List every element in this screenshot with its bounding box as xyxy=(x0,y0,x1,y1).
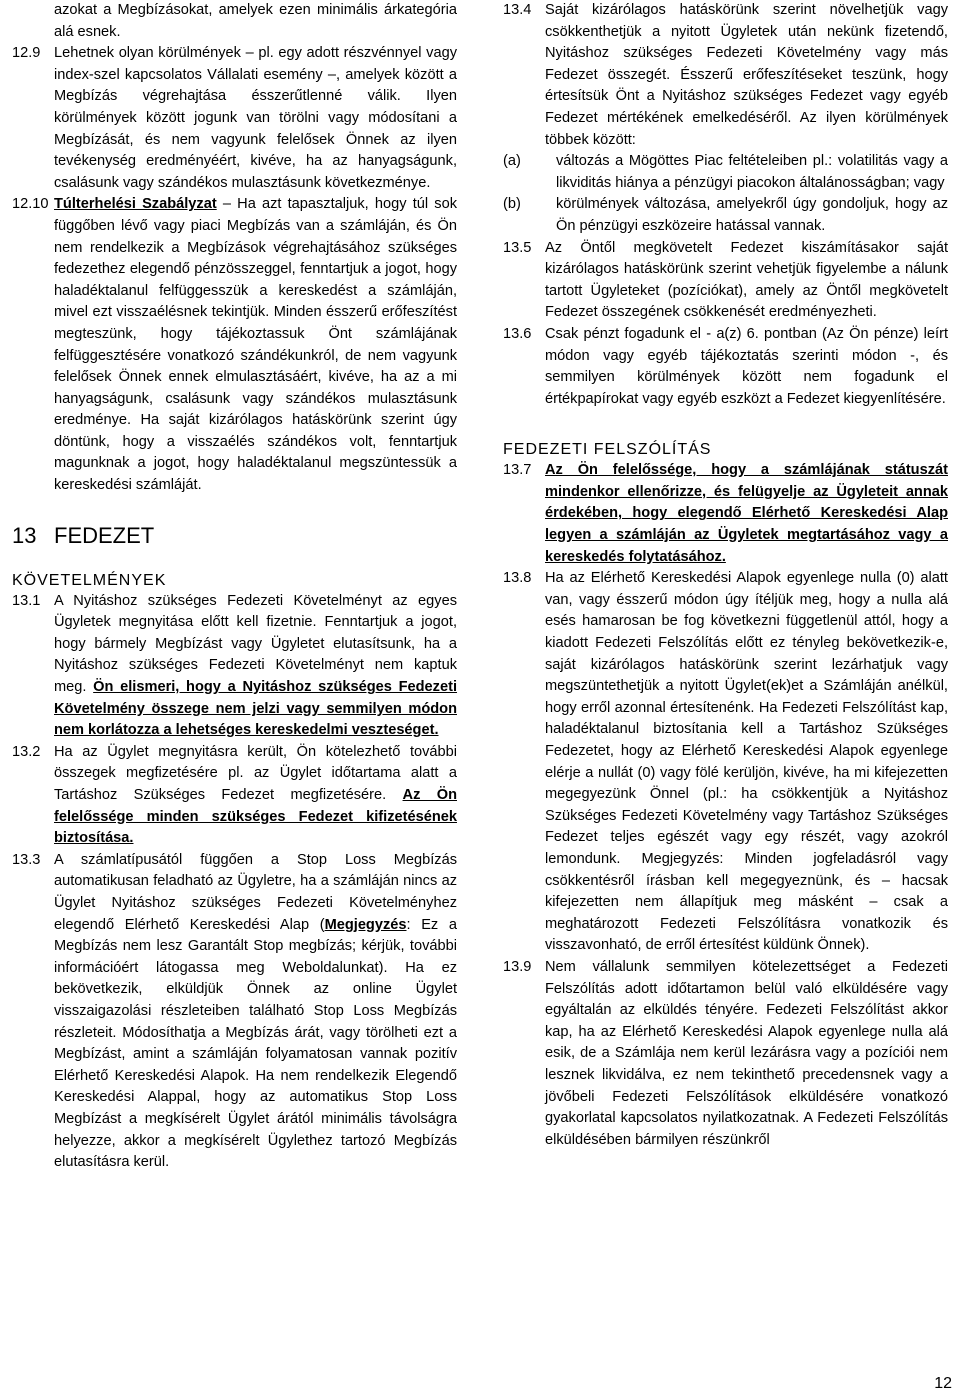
page-number: 12 xyxy=(934,1375,952,1392)
clause-text: Az Öntől megkövetelt Fedezet kiszámításakor saját kizárólagos hatáskörünk szerint vehetjük figyelembe a nálunk tartott Ügyleteket (pozíciókat), amely az Öntől megkövetelt Fedezet összegének csökkenését eredményezheti. xyxy=(545,239,948,321)
clause-13-6 xyxy=(503,324,948,410)
clause-13-1 xyxy=(12,591,457,742)
clause-13-4 xyxy=(503,0,948,151)
clause-number: 12.9 xyxy=(12,45,41,62)
clause-body xyxy=(54,591,457,742)
clause-text: Lehetnek olyan körülmények – pl. egy adott részvénnyel vagy index-szel kapcsolatos Vállalati esemény –, amelyek között a Megbízás végrehajtása ésszerűtlenné válik. Ilyen körülmények között jogunk van törölni vagy módosítani a Megbízását, és nem vagyunk felelősek Önnek az ilyen tevékenység eredményéért, kivéve, ha az hanyagságunk, csalásunk vagy szándékos mulasztásunk következménye. xyxy=(54,45,457,191)
clause-number: 13.6 xyxy=(503,325,532,342)
clause-12-9 xyxy=(12,43,457,194)
clause-bold-text: Az Ön felelőssége minden szükséges Fedezet kifizetésének biztosítása. xyxy=(54,787,457,847)
subsection-heading: FEDEZETI FELSZÓLÍTÁS xyxy=(503,441,712,459)
clause-body xyxy=(54,742,457,850)
clause-text: Ha az Ügylet megnyitásra került, Ön kötelezhető további összegek megfizetésére pl. az Ügylet időtartama alatt a Tartáshoz Szükséges Fedezet megfizetésére. xyxy=(54,743,457,803)
continued-paragraph: azokat a Megbízásokat, amelyek ezen minimális árkategória alá esnek. xyxy=(54,2,457,40)
clause-text: : Ez a Megbízás nem lesz Garantált Stop megbízás; kérjük, további információért látogassa meg Weboldalunkat). Ha ez bekövetkezik, elküldjük Önnek az online Ügylet visszaigazolási részleteiben található Stop Loss Megbízás részleteit. Módosíthatja a Megbízás árát, vagy törölheti ezt a Megbízást, amint a számláján folyamatosan vannak pozitív Elérhető Kereskedési Alapok. Ha nem rendelkezik Elegendő Kereskedési Alappal, hogy az automatikus Stop Loss Megbízást a megkísérelt Ügylet árától minimális távolságra helyezze, akkor a megkísérelt Ügylethez tartozó Megbízás elutasításra kerül. xyxy=(54,916,457,1171)
clause-number: 13.2 xyxy=(12,743,41,760)
clause-13-8 xyxy=(503,568,948,957)
sub-item-label: (b) xyxy=(503,196,521,213)
clause-number: 13.7 xyxy=(503,462,532,479)
clause-text: Csak pénzt fogadunk el - a(z) 6. pontban (Az Ön pénze) leírt módon vagy egyéb tájékoztatás szerinti módon -, és semmilyen körülmények között nem fogadunk el értékpapírokat vagy egyéb eszközt a Fedezet kiegyenlítésére. xyxy=(545,325,948,407)
clause-number: 13.4 xyxy=(503,2,532,18)
section-number: 13 xyxy=(12,522,37,548)
note-label: Megjegyzés xyxy=(324,916,407,933)
clause-12-10 xyxy=(12,194,457,496)
left-column xyxy=(12,0,457,1174)
sub-item-label: (a) xyxy=(503,153,521,170)
sub-item-a xyxy=(503,151,948,194)
clause-body xyxy=(54,194,457,496)
subsection-heading: KÖVETELMÉNYEK xyxy=(12,571,167,589)
clause-text: – Ha azt tapasztaljuk, hogy túl sok függőben lévő vagy piaci Megbízás van a számláján, és Ön nem rendelkezik a Megbízások végrehajtásához szükséges fedezethez elegendő pénzösszeggel, fenntartjuk a jogot, hogy haladéktalanul felfüggesszük a kereskedést a számláján, mivel ezt visszaélésnek tekintjük. Minden ésszerű erőfeszítést megteszünk, hogy tájékoztassuk Önt számlájának felfüggesztésére vonatkozó szándékunkról, de nem vagyunk felelősek Önnek ennek elmulasztásáért, kivéve, ha az a mi hanyagságunk, csalásunk vagy szándékos mulasztásunk eredménye. Ha saját kizárólagos hatáskörünk szerint úgy döntünk, hogy a visszaélés szándékos volt, fenntartjuk magunknak a jogot, hogy haladéktalanul megszüntessük a kereskedési számláját. xyxy=(54,196,457,494)
clause-13-9 xyxy=(503,957,948,1151)
clause-number: 12.10 xyxy=(12,196,49,213)
clause-number: 13.9 xyxy=(503,958,532,975)
clause-13-7 xyxy=(503,460,948,568)
clause-text: A számlatípusától függően a Stop Loss Megbízás automatikusan feladható az Ügyletre, ha a számláján nincs az Ügylet Nyitáshoz szükséges Fedezeti Követelményhez elegendő Elérhető Kereskedési Alap ( xyxy=(54,851,457,933)
clause-bold-text: Az Ön felelőssége, hogy a számlájának státuszát mindenkor ellenőrizze, és felügyelje az Ügyleteit annak érdekében, hogy elegendő Elérhető Kereskedési Alap legyen a számláján az Ügyletek megtartásához vagy a kereskedés folytatásához. xyxy=(545,462,948,565)
right-column xyxy=(503,0,948,1151)
clause-bold-text: Ön elismeri, hogy a Nyitáshoz szükséges Fedezeti Követelmény összege nem jelzi vagy semmilyen módon nem korlátozza a lehetséges kereskedelmi veszteséget. xyxy=(54,679,458,739)
clause-number: 13.3 xyxy=(12,851,41,868)
clause-number: 13.8 xyxy=(503,570,532,587)
clause-text: Ha az Elérhető Kereskedési Alapok egyenlege nulla (0) alatt van, vagy ésszerű módon úgy ítéljük meg, hogy a nulla alá esés hamarosan be fog következni függetlenül attól, hogy a kiadott Fedezeti Felszólítás előtt ez tényleg bekövetkezik-e, saját kizárólagos hatáskörünk szerint lezárhatjuk vagy megszüntethetjük a nyitott Ügylet(ek)et a Számláján anélkül, hogy erről azonnal értesítenénk. Ha Fedezeti Felszólítást kap, haladéktalanul biztosítania kell a Tartáshoz Szükséges Fedezetet, hogy az Elérhető Kereskedési Alapok egyenlege elérje a nullát (0) vagy fölé kerüljön, kivéve, ha mi kifejezetten megegyezünk Önnel (pl.: ha csökkentjük a Nyitáshoz Szükséges Fedezeti Követelmény vagy Tartáshoz Szükséges Fedezet teljes egészét vagy egy részét, vagy azokról lemondunk. Megjegyzés: Minden jogfeladásról vagy csökkentésről írásban kell megegyeznünk, és – hacsak kifejezetten nem állapítjuk meg másként – csak a meghatározott Fedezeti Felszólításra vonatkozik és visszavonható, de erről értesítést küldünk Önnek). xyxy=(545,570,948,954)
clause-13-3 xyxy=(12,850,457,1174)
clause-body xyxy=(54,850,457,1174)
clause-text: Nem vállalunk semmilyen kötelezettséget a Fedezeti Felszólítás adott időtartamon belül való elküldésére vagy egyáltalán az elküldés tényére. Fedezeti Felszólítást akkor kap, ha az Elérhető Kereskedési Alapok egyenlege nulla alá esik, de a Számlája nem kerül lezárásra vagy a pozíciói nem lesznek likvidálva, ez nem tekinthető precedensnek vagy a jövőbeli Fedezeti Felszólítások elküldésére vonatkozó gyakorlatal kapcsolatos nyilatkozatnak. A Fedezeti Felszólítás elküldésében bármilyen részünkről xyxy=(545,958,948,1148)
sub-item-text: változás a Mögöttes Piac feltételeiben pl.: volatilitás vagy a likviditás hiánya a pénzügyi piacokon általánosságban; vagy xyxy=(556,153,948,191)
section-title: FEDEZET xyxy=(54,522,155,548)
clause-bold-title: Túlterhelési Szabályzat xyxy=(54,196,217,213)
clause-13-2 xyxy=(12,742,457,850)
section-heading xyxy=(12,523,457,549)
clause-13-5 xyxy=(503,238,948,324)
clause-number: 13.5 xyxy=(503,239,532,256)
sub-item-text: körülmények változása, amelyekről úgy gondoljuk, hogy az Ön pénzügyi eszközeire hatással vannak. xyxy=(556,196,948,234)
sub-item-b xyxy=(503,194,948,237)
clause-text: Saját kizárólagos hatáskörünk szerint növelhetjük vagy csökkenthetjük a nyitott Ügyletek után nekünk fizetendő, Nyitáshoz szükséges Fedezeti Követelmény vagy más Fedezet összegét. Ésszerű erőfeszítéseket teszünk, hogy értesítsük Önt a Nyitáshoz szükséges Fedezet vagy egyéb Fedezet mértékének emelkedéséről. Az ilyen körülmények többek között: xyxy=(545,2,948,148)
clause-text: A Nyitáshoz szükséges Fedezeti Követelményt az egyes Ügyletek megnyitása előtt kell fizetnie. Fenntartjuk a jogot, hogy bármely Megbízást vagy Ügyletet elutasítsunk, ha a Nyitáshoz szükséges Fedezeti Követelményt nem kaptuk meg. xyxy=(54,592,457,696)
clause-number: 13.1 xyxy=(12,592,41,609)
